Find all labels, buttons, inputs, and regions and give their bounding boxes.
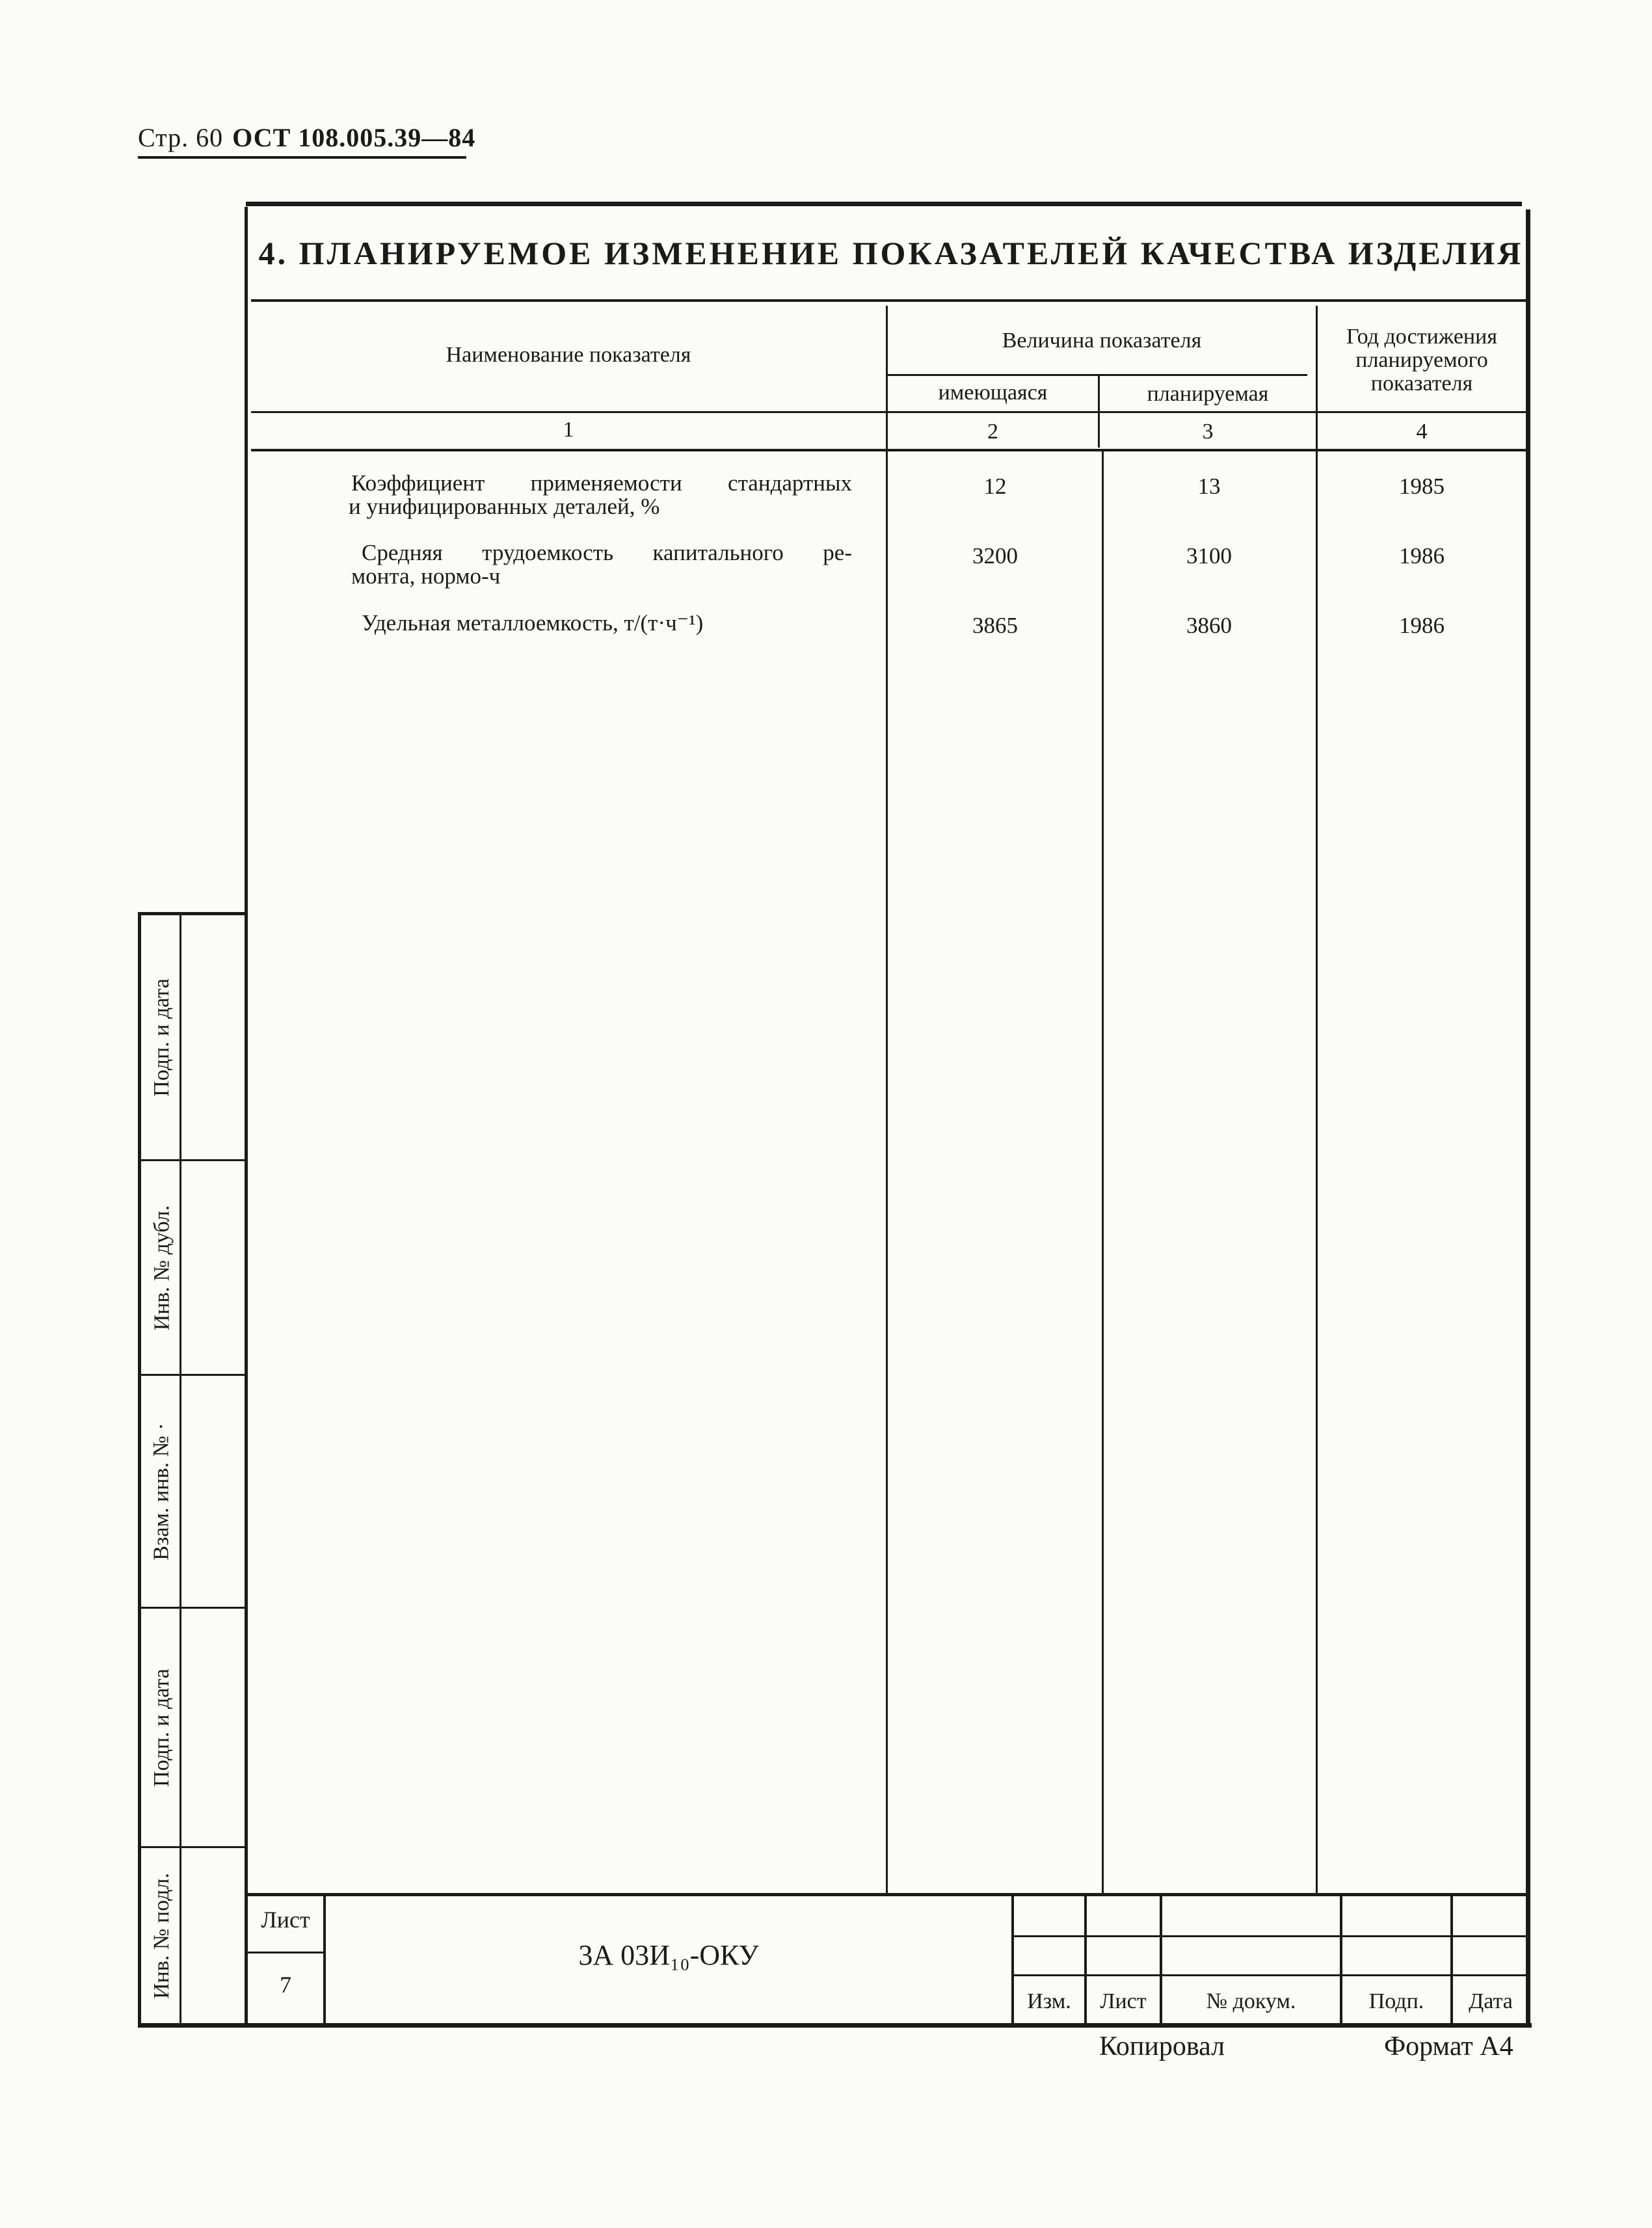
table-row-1-existing: 12: [983, 474, 1007, 499]
stamp-izm: Изм.: [1027, 1989, 1071, 2013]
col-value-header: Величина показателя: [1002, 329, 1202, 353]
table-row-2-existing: 3200: [972, 543, 1018, 569]
table-row-1-name: [351, 472, 852, 518]
title-divider: [251, 299, 1529, 302]
stamp-list-number: 7: [280, 1972, 291, 1998]
stamp-podp: Подп.: [1368, 1989, 1424, 2013]
stamp-row-1: [1014, 1935, 1530, 1937]
stamp-doc-no: № докум.: [1206, 1989, 1296, 2013]
stamp-list: Лист: [1100, 1989, 1147, 2013]
page-header: [138, 122, 475, 153]
stamp-list-label: Лист: [261, 1907, 310, 1933]
stamp-row-2: [1014, 1974, 1530, 1976]
sidebar-podp-data-bottom: Подп. и дата: [150, 1668, 174, 1787]
table-row-2-name: [351, 541, 852, 588]
table-row-1-year: 1985: [1399, 474, 1445, 499]
col-existing-header: имеющаяся: [938, 381, 1048, 405]
table-row-3-existing: 3865: [972, 613, 1018, 638]
table-row-2-name-line-2: монта, нормо-ч: [351, 563, 501, 589]
col-year-header-line-3: показателя: [1370, 371, 1473, 396]
table-row-2-year: 1986: [1399, 543, 1445, 569]
table-row-3-name: [362, 611, 856, 635]
col-year-header-line-1: Год достижения: [1346, 325, 1497, 349]
stamp-list-hline: [248, 1952, 323, 1953]
stamp-designation: 3А 03И₁₀-ОКУ: [578, 1939, 759, 1971]
col-number-1: 1: [563, 418, 574, 442]
table-row-3-name-line-1: Удельная металлоемкость, т/(т·ч⁻¹): [362, 610, 704, 636]
page-number: Стр. 60: [138, 123, 224, 152]
col-name-header: Наименование показателя: [446, 343, 691, 367]
table-row-1-name-line-2: и унифицированных деталей, %: [349, 494, 660, 519]
table-row-3-year: 1986: [1399, 613, 1445, 638]
sidebar-vzam-inv: Взам. инв. № ·: [150, 1422, 174, 1561]
header-bottom-line: [251, 411, 1529, 413]
footer-copied: Копировал: [1099, 2032, 1225, 2061]
col-year-header-line-2: планируемого: [1355, 348, 1488, 372]
col-year-header: [1318, 325, 1526, 396]
standard-code: ОСТ 108.005.39—84: [232, 123, 476, 152]
frame-top: [246, 202, 1522, 206]
table-row-2-planned: 3100: [1186, 543, 1232, 569]
col-divider-2-body: [1102, 451, 1104, 1893]
col-planned-header: планируемая: [1147, 382, 1269, 406]
col-number-4: 4: [1416, 420, 1428, 444]
col-number-2: 2: [987, 420, 998, 444]
col-number-3: 3: [1202, 420, 1214, 444]
stamp-data: Дата: [1469, 1989, 1513, 2013]
table-row-1-planned: 13: [1197, 474, 1221, 499]
frame-bottom: [138, 2023, 1532, 2028]
table-row-1-name-line-1: Коэффициент применяемости стандартных: [351, 470, 852, 496]
subheader-line: [888, 374, 1307, 376]
stamp-top: [246, 1893, 1530, 1896]
table-row-2-name-line-1: Средняя трудоемкость капитального ре-: [362, 540, 852, 565]
sidebar-inv-dubl: Инв. № дубл.: [150, 1205, 174, 1330]
frame-right: [1526, 209, 1530, 2024]
table-row-3-planned: 3860: [1186, 613, 1232, 638]
frame-left: [245, 207, 248, 2024]
section-title: 4. ПЛАНИРУЕМОЕ ИЗМЕНЕНИЕ ПОКАЗАТЕЛЕЙ КАЧЕСТВА ИЗДЕЛИЯ: [258, 235, 1524, 271]
number-row-line: [251, 449, 1529, 451]
header-underline: [138, 156, 466, 159]
sidebar-inv-podl: Инв. № подл.: [150, 1873, 174, 1999]
footer-format: Формат А4: [1384, 2032, 1513, 2061]
sidebar-podp-data-top: Подп. и дата: [150, 978, 174, 1097]
